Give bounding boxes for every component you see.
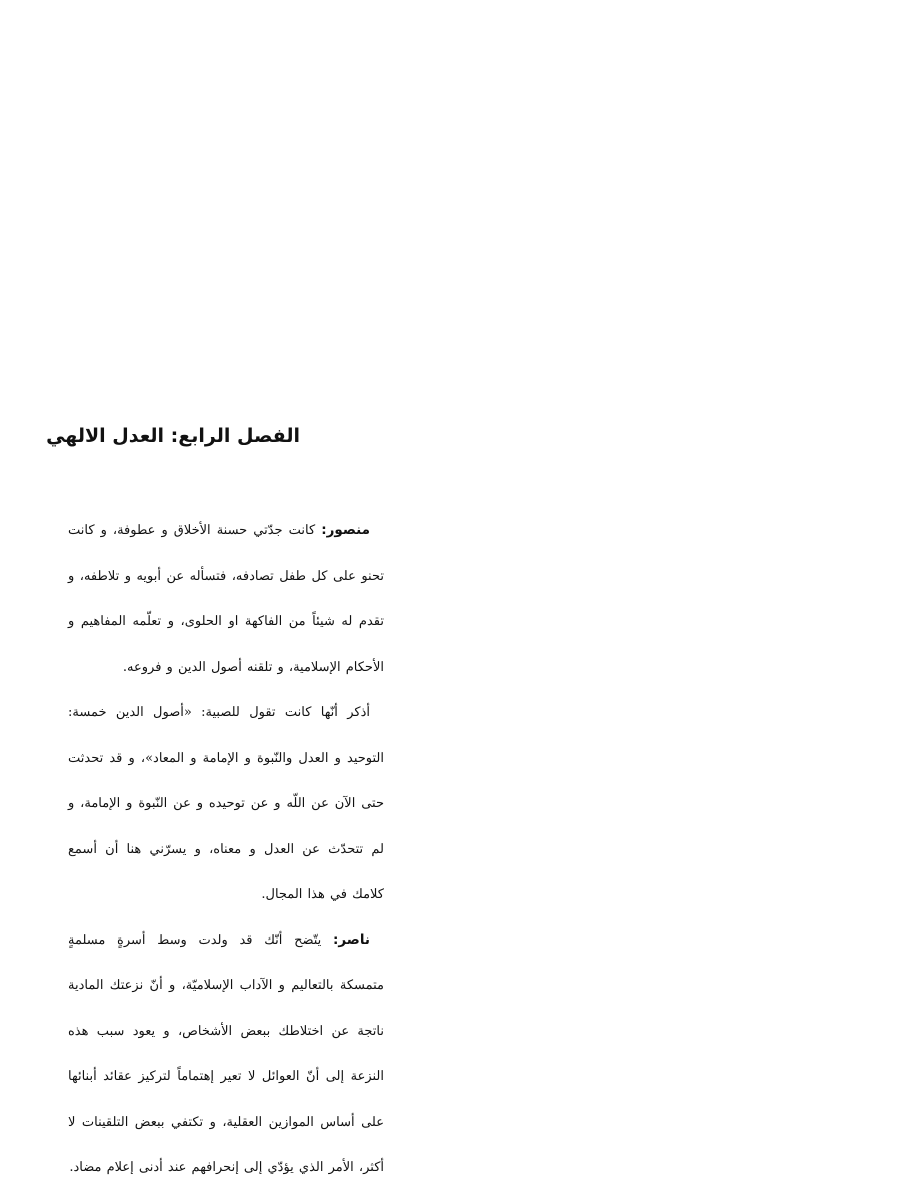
- body-text: [68, 508, 384, 1191]
- paragraph-mansour: [68, 508, 384, 690]
- paragraph-recollection: [68, 690, 384, 918]
- speaker-label: منصور:: [321, 522, 370, 538]
- paragraph-naser: [68, 918, 384, 1191]
- paragraph-text: يتّضح أنّك قد ولدت وسط أسرةٍ مسلمةٍ متمسكة بالتعاليم و الآداب الإسلاميّة، و أنّ نزعتك المادية ناتجة عن اختلاطك ببعض الأشخاص، و يعود سبب هذه النزعة إلى أنّ العوائل لا تعير إهتماماً لتركيز عقائد أبنائها على أساس الموازين العقلية، و تكتفي ببعض التلقينات لا أكثر، الأمر الذي يؤدّي إلى إنحرافهم عند أدنى إعلام مضاد.: [68, 932, 384, 1175]
- speaker-label: ناصر:: [333, 931, 370, 948]
- paragraph-text: كانت جدّتي حسنة الأخلاق و عطوفة، و كانت تحنو على كل طفل تصادفه، فتسأله عن أبويه و تلاطفه، و تقدم له شيئاً من الفاكهة او الحلوى، و تعلّمه المفاهيم و الأحكام الإسلامية، و تلقنه أصول الدين و فروعه.: [68, 523, 384, 675]
- chapter-title: الفصل الرابع: العدل الالهي: [46, 425, 300, 447]
- paragraph-text: أذكر أنّها كانت تقول للصبية: «أصول الدين خمسة: التوحيد و العدل والنّبوة و الإمامة و المعاد»، و قد تحدثت حتى الآن عن اللّه و عن توحيده و عن النّبوة و الإمامة، و لم تتحدّث عن العدل و معناه، و يسرّني هنا أن أسمع كلامك في هذا المجال.: [68, 705, 384, 902]
